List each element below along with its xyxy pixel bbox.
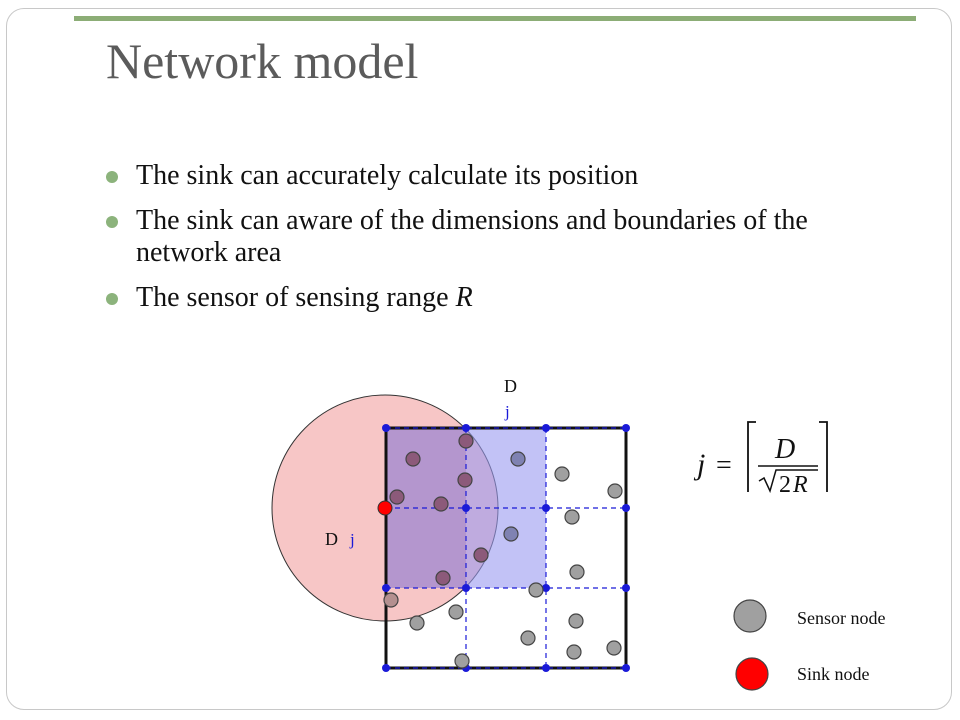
formula-numerator: D: [775, 434, 796, 465]
sink-node: [378, 501, 392, 515]
bullet-text-italic: R: [455, 282, 473, 313]
top-label-j: j: [505, 402, 510, 421]
legend-sink-label: Sink node: [797, 664, 870, 684]
formula-den-var: R: [793, 472, 808, 498]
legend: [734, 600, 886, 690]
bullet-text: The sink can aware of the dimensions and boundaries of the network area: [136, 205, 808, 268]
ceiling-left-bracket: [748, 422, 756, 492]
formula-equals: =: [716, 450, 732, 481]
formula-lhs: j: [697, 448, 706, 481]
legend-sensor-label: Sensor node: [797, 608, 886, 628]
legend-sensor-icon: [734, 600, 766, 632]
ceiling-right-bracket: [819, 422, 827, 492]
formula: [693, 422, 827, 498]
bullet-text-prefix: The sensor of sensing range: [136, 282, 456, 313]
left-label-d: D: [325, 529, 338, 549]
bullet-text: The sink can accurately calculate its position: [136, 160, 639, 191]
legend-sink-icon: [736, 658, 768, 690]
top-label-d: D: [504, 376, 517, 396]
left-label-j: j: [350, 530, 355, 549]
formula-den-coeff: 2: [779, 472, 791, 498]
slide-title: Network model: [106, 33, 419, 89]
